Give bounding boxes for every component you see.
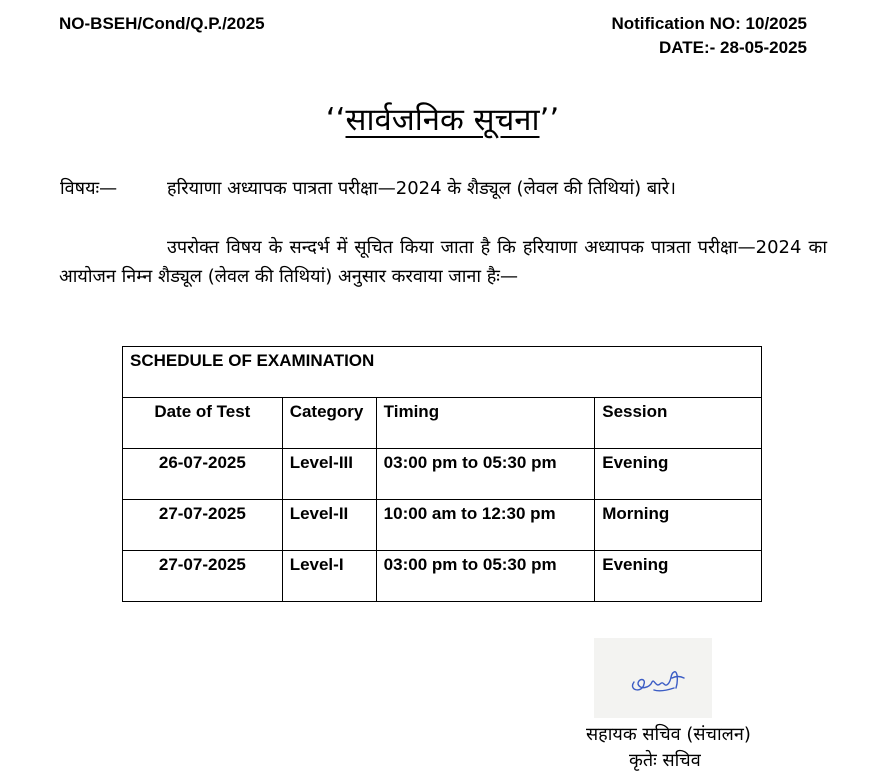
- cell-date: 26-07-2025: [123, 449, 283, 500]
- signatory-designation: सहायक सचिव (संचालन): [586, 724, 751, 745]
- cell-session: Evening: [595, 551, 762, 602]
- cell-timing: 03:00 pm to 05:30 pm: [376, 551, 595, 602]
- schedule-title: SCHEDULE OF EXAMINATION: [123, 347, 762, 398]
- header-session: Session: [595, 398, 762, 449]
- cell-session: Evening: [595, 449, 762, 500]
- title-text: सार्वजनिक सूचना: [345, 102, 540, 138]
- schedule-table: [122, 346, 762, 602]
- cell-category: Level-II: [282, 500, 376, 551]
- signature-image: [594, 638, 712, 718]
- table-row: [123, 551, 762, 602]
- cell-timing: 03:00 pm to 05:30 pm: [376, 449, 595, 500]
- body-paragraph: उपरोक्त विषय के सन्दर्भ में सूचित किया जाता है कि हरियाणा अध्यापक पात्रता परीक्षा—2024 का आयोजन निम्न शैड्यूल (लेवल की तिथियां) अनुसार करवाया जाना हैः—: [59, 237, 827, 287]
- schedule-header-row: [123, 398, 762, 449]
- subject-label: विषयः—: [60, 178, 118, 199]
- signature-scribble: [594, 638, 712, 718]
- header-date-of-test: Date of Test: [123, 398, 283, 449]
- cell-date: 27-07-2025: [123, 551, 283, 602]
- cell-timing: 10:00 am to 12:30 pm: [376, 500, 595, 551]
- cell-category: Level-III: [282, 449, 376, 500]
- page-title: [0, 98, 885, 140]
- notification-date: DATE:- 28-05-2025: [658, 38, 807, 57]
- cell-category: Level-I: [282, 551, 376, 602]
- signatory-for: कृतेः सचिव: [629, 750, 701, 771]
- subject-text: हरियाणा अध्यापक पात्रता परीक्षा—2024 के शैड्यूल (लेवल की तिथियां) बारे।: [167, 178, 676, 199]
- header-category: Category: [282, 398, 376, 449]
- header-timing: Timing: [376, 398, 595, 449]
- table-row: [123, 449, 762, 500]
- notification-number: Notification NO: 10/2025: [611, 14, 807, 33]
- cell-date: 27-07-2025: [123, 500, 283, 551]
- title-quote-open: ‘‘: [325, 102, 346, 138]
- table-row: [123, 500, 762, 551]
- cell-session: Morning: [595, 500, 762, 551]
- schedule-title-row: [123, 347, 762, 398]
- title-quote-close: ’’: [539, 102, 560, 138]
- reference-number: NO-BSEH/Cond/Q.P./2025: [59, 14, 265, 33]
